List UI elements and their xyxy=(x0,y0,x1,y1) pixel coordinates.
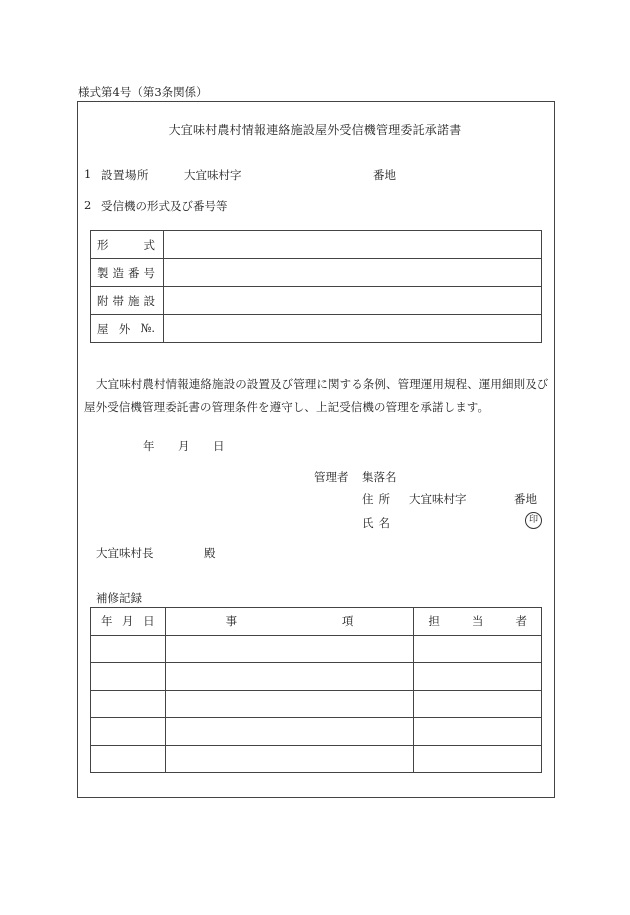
header-char: 項 xyxy=(341,614,354,629)
serial-number-field[interactable] xyxy=(164,259,542,287)
label-char: 番 xyxy=(128,265,140,280)
repair-matter-cell[interactable] xyxy=(165,690,414,718)
header-char: 年 xyxy=(101,614,113,629)
repair-person-cell[interactable] xyxy=(414,663,542,691)
item1-number: 1 xyxy=(84,167,92,181)
addressee-honorific: 殿 xyxy=(204,546,216,560)
receiver-type-label: 受信機の形式及び番号等 xyxy=(101,199,228,213)
receiver-row-serial xyxy=(91,259,542,287)
receiver-info-table xyxy=(90,230,542,343)
label-char: 製 xyxy=(97,265,109,280)
header-char: 者 xyxy=(515,614,527,629)
repair-matter-cell[interactable] xyxy=(165,745,414,773)
repair-date-cell[interactable] xyxy=(91,745,166,773)
repair-matter-cell[interactable] xyxy=(165,635,414,663)
label-char: 設 xyxy=(143,293,155,308)
repair-row xyxy=(91,690,542,718)
label-char: 屋 xyxy=(97,321,109,336)
consent-text-line1: 大宜味村農村情報連絡施設の設置及び管理に関する条例、管理運用規程、運用細則及び xyxy=(96,377,549,391)
label-char: 外 xyxy=(118,321,131,336)
receiver-row-attached xyxy=(91,287,542,315)
addressee-name: 大宜味村長 xyxy=(96,546,154,560)
label-char: 式 xyxy=(143,237,155,252)
attached-facility-cell-label xyxy=(91,287,164,315)
receiver-type-field[interactable] xyxy=(164,231,542,259)
manager-label: 管理者 xyxy=(314,470,349,484)
receiver-row-outdoor-no xyxy=(91,315,542,343)
label-char: 施 xyxy=(128,293,140,308)
label-char: 帯 xyxy=(112,293,124,308)
installation-banchi-label: 番地 xyxy=(373,168,396,182)
address-village-label: 大宜味村字 xyxy=(409,492,467,506)
document-title: 大宜味村農村情報連絡施設屋外受信機管理委託承諾書 xyxy=(168,123,462,137)
repair-row xyxy=(91,745,542,773)
outdoor-number-cell-label xyxy=(91,315,164,343)
repair-header-person xyxy=(414,608,542,636)
date-month-label: 月 xyxy=(178,439,190,453)
repair-header-row xyxy=(91,608,542,636)
repair-person-cell[interactable] xyxy=(414,745,542,773)
repair-header-date xyxy=(91,608,166,636)
repair-header-matter xyxy=(165,608,414,636)
header-char: 月 xyxy=(122,614,134,629)
repair-matter-cell[interactable] xyxy=(165,663,414,691)
repair-person-cell[interactable] xyxy=(414,690,542,718)
label-char: 形 xyxy=(97,237,109,252)
address-banchi-label: 番地 xyxy=(514,492,537,506)
repair-matter-cell[interactable] xyxy=(165,718,414,746)
date-year-label: 年 xyxy=(143,439,155,453)
installation-location-label: 設置場所 xyxy=(101,168,149,182)
repair-row xyxy=(91,718,542,746)
community-name-label: 集落名 xyxy=(362,470,397,484)
address-label: 住所 xyxy=(362,492,395,506)
receiver-type-cell-label xyxy=(91,231,164,259)
attached-facility-field[interactable] xyxy=(164,287,542,315)
repair-record-title: 補修記録 xyxy=(96,591,142,605)
label-char: 造 xyxy=(112,265,124,280)
seal-icon: 印 xyxy=(525,512,542,529)
repair-record-table xyxy=(90,607,542,773)
repair-person-cell[interactable] xyxy=(414,635,542,663)
repair-date-cell[interactable] xyxy=(91,690,166,718)
consent-text-line2: 屋外受信機管理委託書の管理条件を遵守し、上記受信機の管理を承諾します。 xyxy=(84,400,490,414)
header-char: 当 xyxy=(471,614,484,629)
repair-date-cell[interactable] xyxy=(91,718,166,746)
receiver-row-type xyxy=(91,231,542,259)
installation-village-label: 大宜味村字 xyxy=(184,168,242,182)
repair-date-cell[interactable] xyxy=(91,635,166,663)
header-char: 事 xyxy=(225,614,238,629)
serial-number-cell-label xyxy=(91,259,164,287)
name-label: 氏名 xyxy=(362,516,395,530)
repair-date-cell[interactable] xyxy=(91,663,166,691)
outdoor-number-field[interactable] xyxy=(164,315,542,343)
label-char: №. xyxy=(140,320,155,335)
repair-row xyxy=(91,635,542,663)
repair-row xyxy=(91,663,542,691)
date-day-label: 日 xyxy=(213,439,225,453)
form-number-label: 様式第4号（第3条関係） xyxy=(78,85,208,99)
repair-person-cell[interactable] xyxy=(414,718,542,746)
label-char: 号 xyxy=(143,265,155,280)
header-char: 日 xyxy=(143,614,155,629)
label-char: 附 xyxy=(97,293,109,308)
item2-number: 2 xyxy=(84,198,92,212)
header-char: 担 xyxy=(428,614,440,629)
